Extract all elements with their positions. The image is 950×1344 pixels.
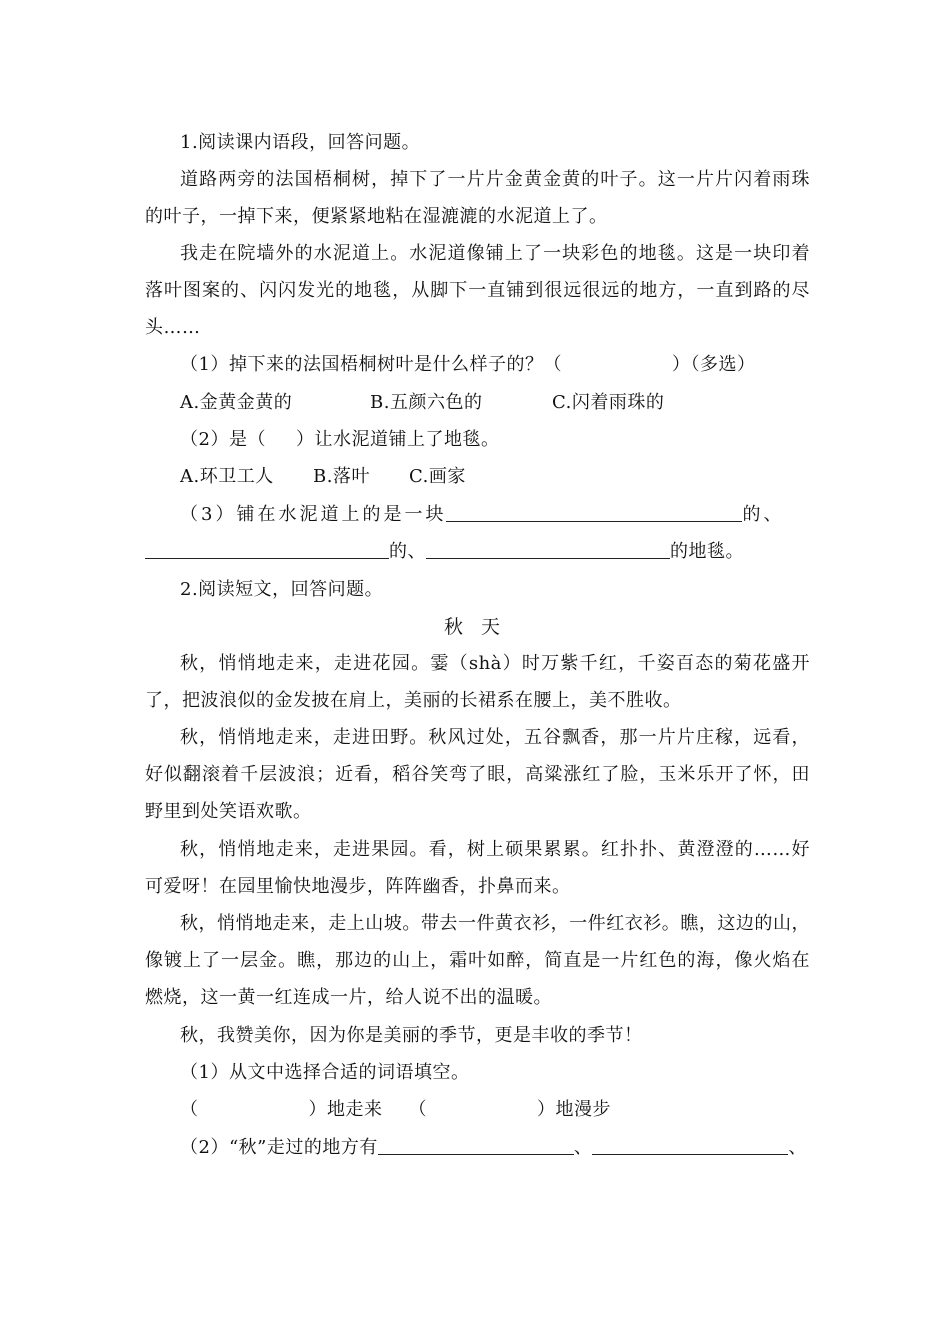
answer-line[interactable] — [426, 540, 670, 559]
option-c: C.画家 — [409, 466, 466, 487]
blank-tail: ）地漫步 — [537, 1099, 611, 1120]
passage-line: 野里到处笑语欢歌。 — [145, 801, 312, 822]
paren-open: （ — [180, 1099, 199, 1120]
sub-question-2-sep: 、 — [573, 1137, 593, 1158]
sub-question-2-text: （2）“秋”走过的地方有 — [180, 1137, 378, 1158]
passage-line: 好似翻滚着千层波浪；近看，稻谷笑弯了眼，高粱涨红了脸，玉米乐开了怀，田 — [145, 764, 810, 785]
passage-line: 我走在院墙外的水泥道上。水泥道像铺上了一块彩色的地毯。这是一块印着 — [180, 243, 810, 264]
question-1-heading: 1.阅读课内语段，回答问题。 — [180, 132, 421, 153]
option-b: B.五颜六色的 — [370, 392, 483, 413]
passage-line: 秋，悄悄地走来，走上山坡。带去一件黄衣衫，一件红衣衫。瞧，这边的山， — [180, 913, 810, 934]
passage-title: 秋 天 — [443, 616, 507, 638]
sub-question-1-blanks — [180, 1098, 810, 1122]
paren-open: （ — [408, 1099, 427, 1120]
passage-line: 像镀上了一层金。瞧，那边的山上，霜叶如醉，简直是一片红色的海，像火焰在 — [145, 950, 810, 971]
passage-line: 秋，我赞美你，因为你是美丽的季节，更是丰收的季节！ — [180, 1025, 643, 1046]
option-a: A.金黄金黄的 — [180, 392, 293, 413]
option-c: C.闪着雨珠的 — [552, 392, 665, 413]
question-2-heading: 2.阅读短文，回答问题。 — [180, 579, 384, 600]
passage-line: 的叶子，一掉下来，便紧紧地粘在湿漉漉的水泥道上了。 — [145, 206, 608, 227]
sub-question-1-options — [180, 391, 810, 415]
sub-question-3-sep: 的、 — [742, 504, 785, 525]
sub-question-3-text: （3）铺在水泥道上的是一块 — [180, 504, 447, 525]
sub-question-3-cont — [145, 540, 810, 564]
sub-question-1-text: （1）掉下来的法国梧桐树叶是什么样子的？（ — [180, 354, 562, 375]
blank-tail: ）地走来 — [308, 1099, 383, 1120]
sub-question-2 — [180, 428, 810, 452]
sub-question-3 — [180, 503, 810, 527]
answer-line[interactable] — [145, 540, 389, 559]
passage-line: 可爱呀！在园里愉快地漫步，阵阵幽香，扑鼻而来。 — [145, 876, 571, 897]
sub-question-2-options — [180, 465, 810, 489]
passage-line: 秋，悄悄地走来，走进果园。看，树上硕果累累。红扑扑、黄澄澄的……好 — [180, 839, 810, 860]
answer-line[interactable] — [592, 1136, 788, 1155]
passage-line: 道路两旁的法国梧桐树，掉下了一片片金黄金黄的叶子。这一片片闪着雨珠 — [180, 169, 810, 190]
sub-question-3-sep: 的、 — [389, 541, 426, 562]
passage-line: 燃烧，这一黄一红连成一片，给人说不出的温暖。 — [145, 987, 552, 1008]
sub-question-2-sep: 、 — [788, 1137, 807, 1158]
option-a: A.环卫工人 — [180, 466, 274, 487]
sub-question-1 — [180, 353, 810, 377]
sub-question-2-tail: ）让水泥道铺上了地毯。 — [295, 429, 500, 450]
sub-question-1: （1）从文中选择合适的词语填空。 — [180, 1062, 470, 1083]
option-b: B.落叶 — [313, 466, 370, 487]
passage-line: 秋，悄悄地走来，走进田野。秋风过处，五谷飘香，那一片片庄稼，远看， — [180, 727, 810, 748]
sub-question-2 — [180, 1136, 810, 1160]
sub-question-3-tail: 的地毯。 — [670, 541, 744, 562]
answer-line[interactable] — [446, 503, 742, 522]
sub-question-2-text: （2）是（ — [180, 429, 266, 450]
passage-line: 秋，悄悄地走来，走进花园。霎（shà）时万紫千红，千姿百态的菊花盛开 — [180, 653, 810, 674]
passage-line: 了，把波浪似的金发披在肩上，美丽的长裙系在腰上，美不胜收。 — [145, 690, 682, 711]
sub-question-1-tail: ）（多选） — [671, 354, 756, 375]
passage-line: 落叶图案的、闪闪发光的地毯，从脚下一直铺到很远很远的地方，一直到路的尽 — [145, 280, 810, 301]
answer-line[interactable] — [378, 1136, 574, 1155]
passage-line: 头…… — [145, 317, 201, 338]
